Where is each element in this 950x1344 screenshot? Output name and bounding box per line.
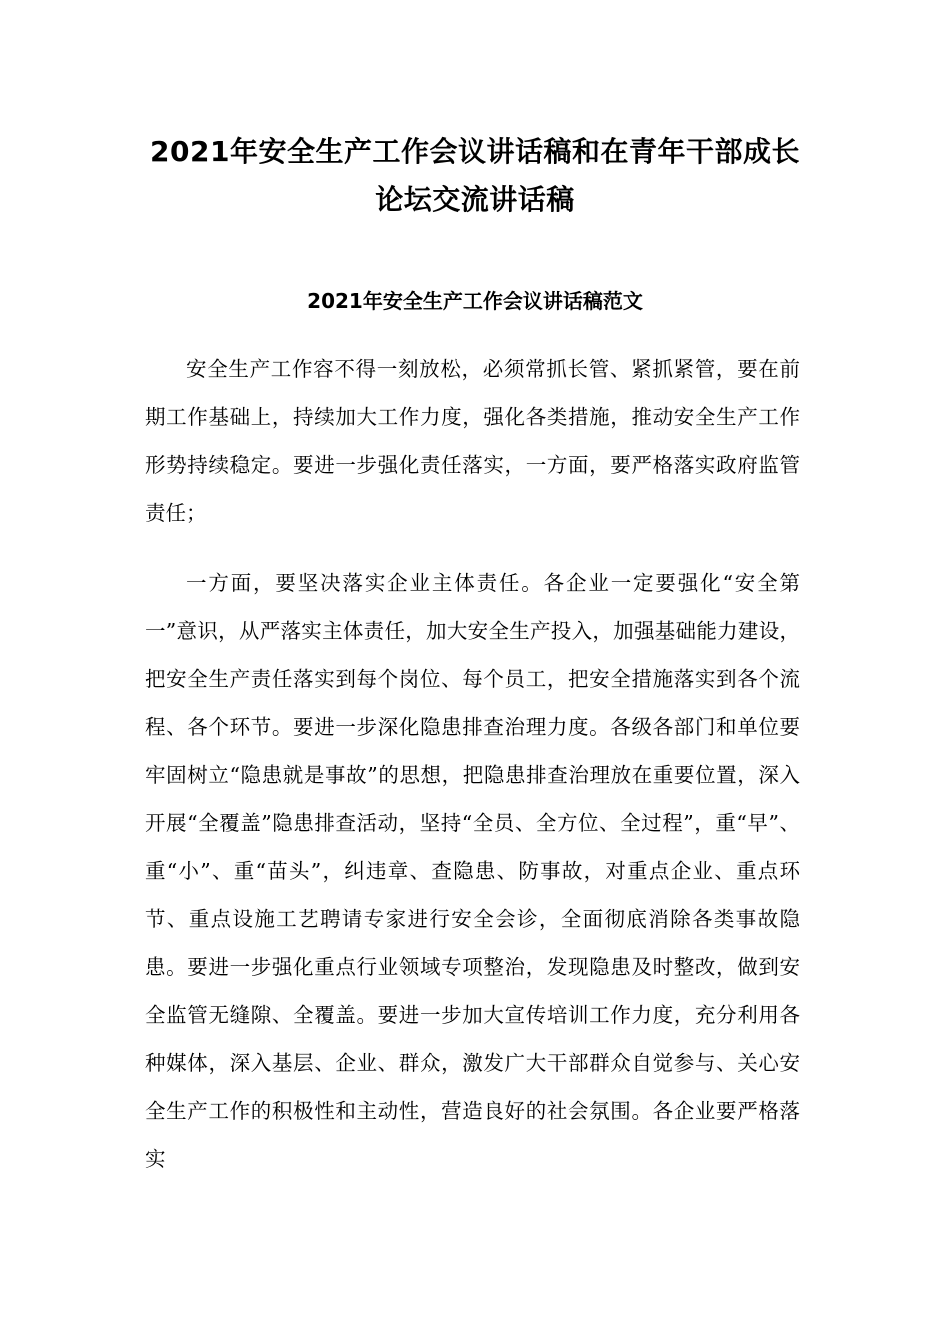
paragraph-1: 安全生产工作容不得一刻放松，必须常抓长管、紧抓紧管，要在前期工作基础上，持续加大工作力度，强化各类措施，推动安全生产工作形势持续稳定。要进一步强化责任落实，一方面，要严格落实政府监管责任； [145, 357, 800, 525]
section-title: 2021年安全生产工作会议讲话稿范文 [307, 289, 643, 313]
paragraph-2: 一方面，要坚决落实企业主体责任。各企业一定要强化“安全第一”意识，从严落实主体责任，加大安全生产投入，加强基础能力建设，把安全生产责任落实到每个岗位、每个员工，把安全措施落实到各个流程、各个环节。要进一步深化隐患排查治理力度。各级各部门和单位要牢固树立“隐患就是事故”的思想，把隐患排查治理放在重要位置，深入开展“全覆盖”隐患排查活动，坚持“全员、全方位、全过程”，重“早”、重“小”、重“苗头”，纠违章、查隐患、防事故，对重点企业、重点环节、重点设施工艺聘请专家进行安全会诊，全面彻底消除各类事故隐患。要进一步强化重点行业领域专项整治，发现隐患及时整改，做到安全监管无缝隙、全覆盖。要进一步加大宣传培训工作力度，充分利用各种媒体，深入基层、企业、群众，激发广大干部群众自觉参与、关心安全生产工作的积极性和主动性，营造良好的社会氛围。各企业要严格落实 [145, 571, 800, 1171]
document-title: 2021年安全生产工作会议讲话稿和在青年干部成长论坛交流讲话稿 [150, 135, 800, 216]
